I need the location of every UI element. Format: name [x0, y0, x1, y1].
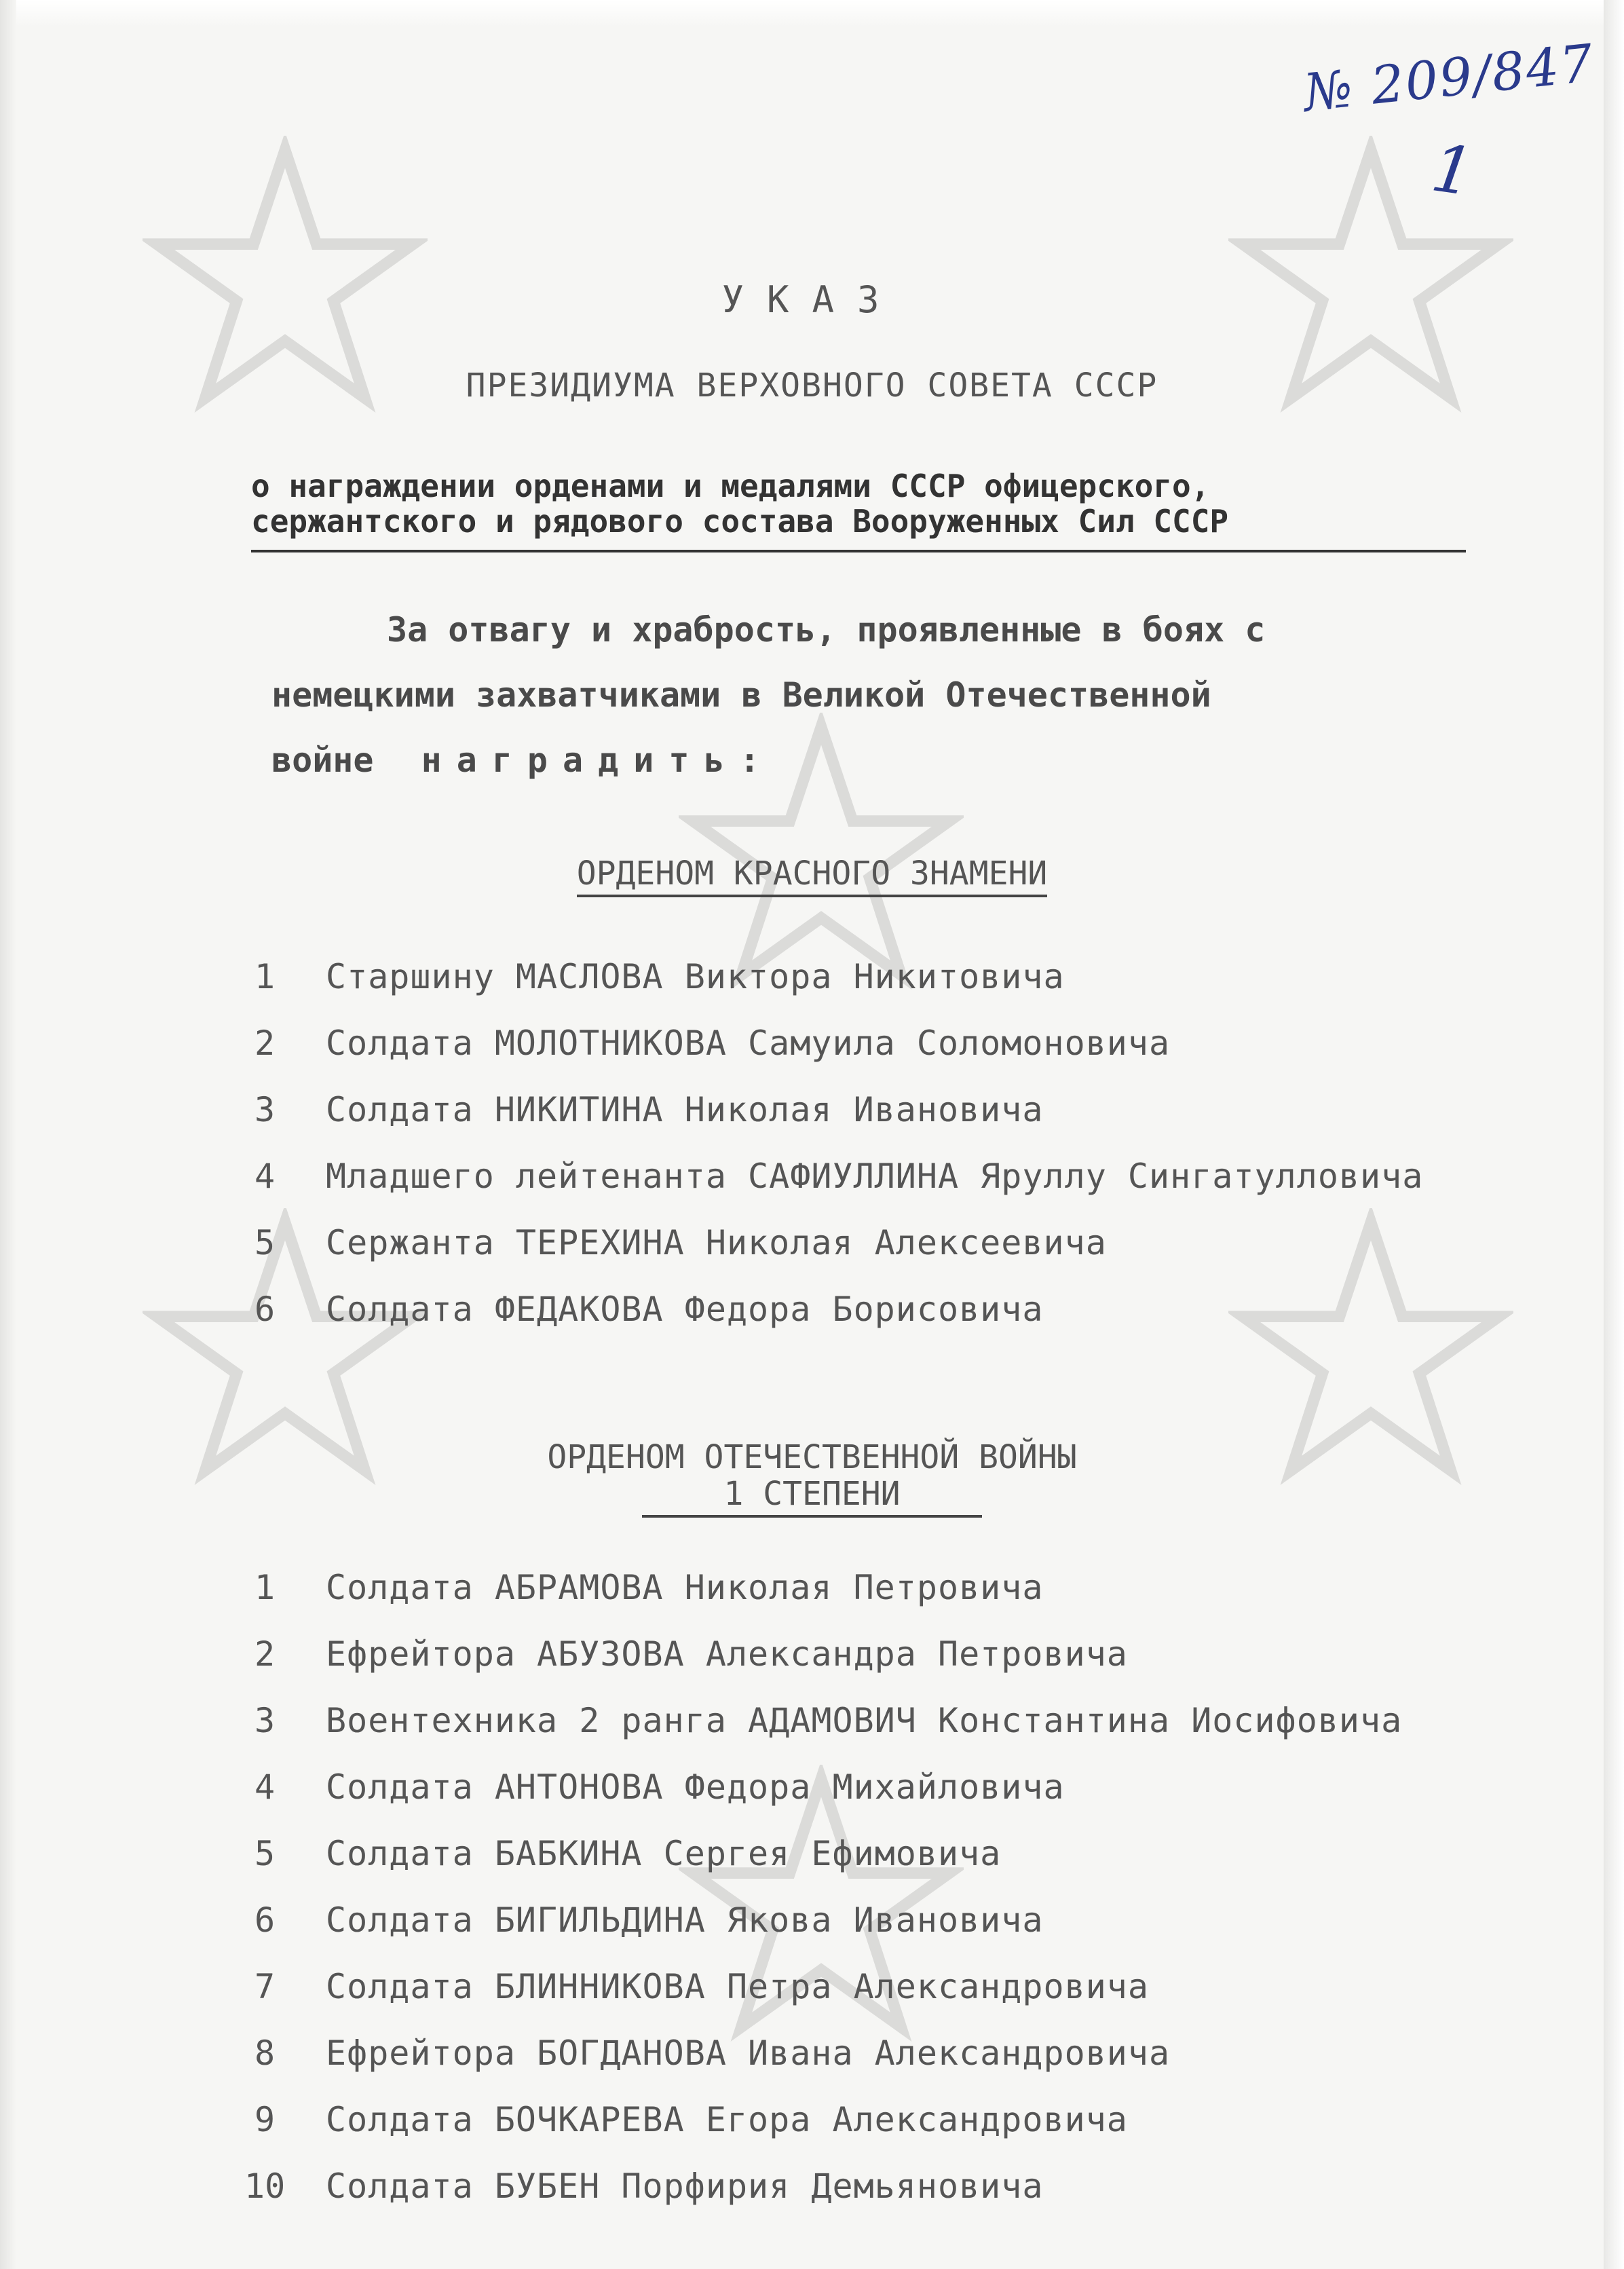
section-heading-line-2: 1 СТЕПЕНИ [642, 1476, 981, 1518]
list-item [244, 1687, 1402, 1754]
item-text: Солдата БАБКИНА Сергея Ефимовича [326, 1834, 1002, 1873]
list-item [244, 1887, 1402, 1953]
item-number: 7 [254, 1967, 276, 2006]
list-item [244, 1276, 1423, 1343]
document-title: УКАЗ [721, 278, 903, 321]
paper-right-edge [1604, 0, 1624, 2269]
item-number: 6 [254, 1900, 276, 1940]
intro-spaced-word: наградить: [421, 740, 775, 780]
item-text: Солдата БЛИННИКОВА Петра Александровича [326, 1967, 1149, 2006]
item-text: Солдата АНТОНОВА Федора Михайловича [326, 1767, 1065, 1807]
archive-sheet-number: 1 [1427, 130, 1479, 211]
list-item [244, 2020, 1402, 2086]
list-item [244, 1953, 1402, 2020]
list-item [244, 1076, 1423, 1143]
item-text: Солдата ФЕДАКОВА Федора Борисовича [326, 1290, 1044, 1329]
list-item [244, 1820, 1402, 1887]
item-number: 10 [244, 2167, 286, 2206]
item-text: Сержанта ТЕРЕХИНА Николая Алексеевича [326, 1223, 1107, 1262]
item-number: 8 [254, 2033, 276, 2073]
item-number: 1 [254, 957, 276, 996]
list-item [244, 1754, 1402, 1820]
item-text: Солдата БОЧКАРЕВА Егора Александровича [326, 2100, 1128, 2139]
item-number: 5 [254, 1834, 276, 1873]
intro-line-1: За отвагу и храбрость, проявленные в боях с [387, 610, 1266, 650]
item-number: 9 [254, 2100, 276, 2139]
list-item [244, 1554, 1402, 1621]
item-number: 2 [254, 1634, 276, 1674]
item-number: 3 [254, 1090, 276, 1129]
section-heading-patriotic-war [0, 1439, 1624, 1518]
award-list-patriotic-war [244, 1554, 1402, 2219]
item-number: 2 [254, 1024, 276, 1063]
list-item [244, 2153, 1402, 2219]
section-heading-red-banner [0, 855, 1624, 897]
item-text: Ефрейтора БОГДАНОВА Ивана Александровича [326, 2033, 1171, 2073]
list-item [244, 943, 1423, 1010]
item-number: 5 [254, 1223, 276, 1262]
item-number: 6 [254, 1290, 276, 1329]
about-line-1: о награждении орденами и медалями СССР офицерского, [251, 468, 1210, 504]
intro-word: войне [271, 740, 374, 780]
intro-line-2: немецкими захватчиками в Великой Отечественной [271, 675, 1211, 715]
document-about [251, 468, 1466, 552]
list-item [244, 1621, 1402, 1687]
intro-line-3 [271, 728, 1425, 793]
item-number: 4 [254, 1157, 276, 1196]
item-text: Солдата НИКИТИНА Николая Ивановича [326, 1090, 1044, 1129]
list-item [244, 1143, 1423, 1209]
intro-paragraph [271, 597, 1425, 793]
item-text: Ефрейтора АБУЗОВА Александра Петровича [326, 1634, 1128, 1674]
item-text: Солдата АБРАМОВА Николая Петровича [326, 1568, 1044, 1607]
list-item [244, 2086, 1402, 2153]
item-number: 3 [254, 1701, 276, 1740]
list-item [244, 1209, 1423, 1276]
paper-top-edge [0, 0, 1624, 27]
document-subtitle: ПРЕЗИДИУМА ВЕРХОВНОГО СОВЕТА СССР [466, 367, 1158, 405]
section-heading-line-1: ОРДЕНОМ ОТЕЧЕСТВЕННОЙ ВОЙНЫ [547, 1438, 1077, 1476]
item-text: Старшину МАСЛОВА Виктора Никитовича [326, 957, 1065, 996]
about-line-2: сержантского и рядового состава Вооруженных Сил СССР [251, 503, 1229, 540]
item-text: Солдата БИГИЛЬДИНА Якова Ивановича [326, 1900, 1044, 1940]
item-number: 1 [254, 1568, 276, 1607]
paper-left-shadow [0, 0, 16, 2269]
list-item [244, 1010, 1423, 1076]
item-text: Младшего лейтенанта САФИУЛЛИНА Яруллу Сингатулловича [326, 1157, 1424, 1196]
award-list-red-banner [244, 943, 1423, 1343]
item-number: 4 [254, 1767, 276, 1807]
archive-number: № 209/847 [1300, 32, 1598, 124]
item-text: Солдата МОЛОТНИКОВА Самуила Соломоновича [326, 1024, 1171, 1063]
item-text: Воентехника 2 ранга АДАМОВИЧ Константина Иосифовича [326, 1701, 1403, 1740]
item-text: Солдата БУБЕН Порфирия Демьяновича [326, 2167, 1044, 2206]
section-heading-text: ОРДЕНОМ КРАСНОГО ЗНАМЕНИ [577, 855, 1048, 897]
